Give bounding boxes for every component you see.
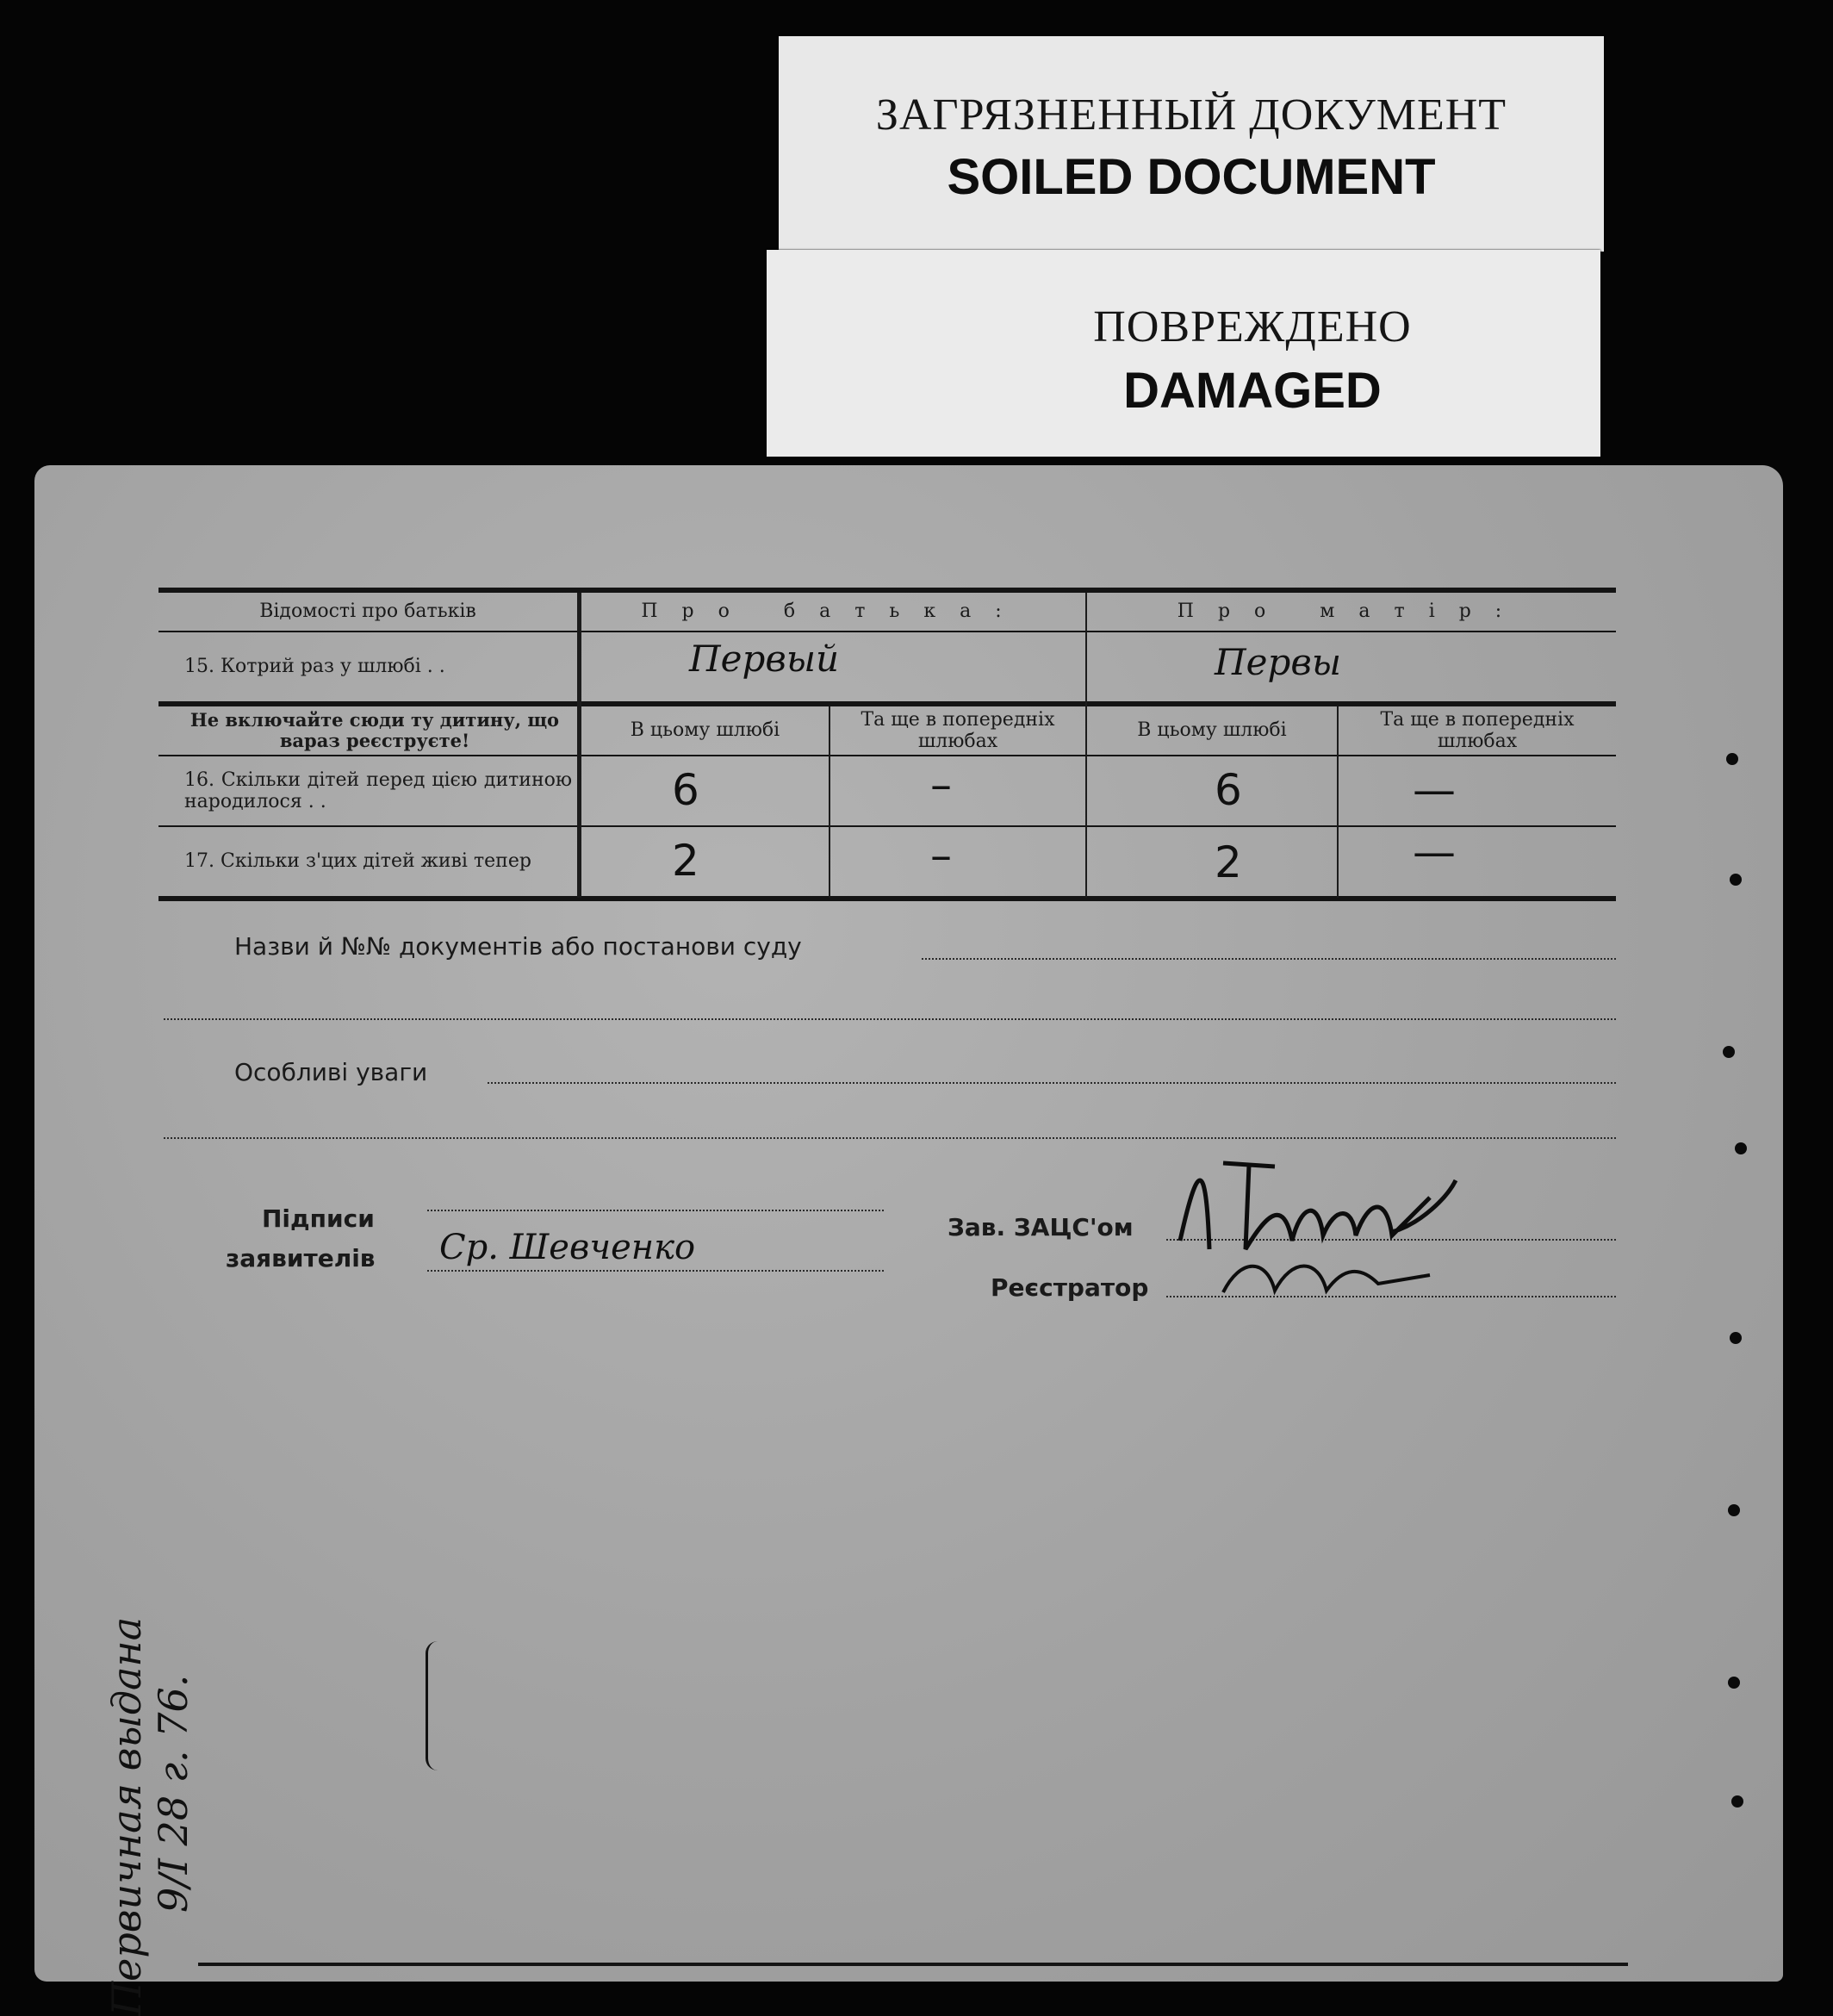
header-about-father: Про батька: — [641, 600, 1026, 623]
soiled-document-label — [779, 36, 1604, 252]
registrar-label: Реєстратор — [991, 1273, 1149, 1302]
soiled-label-ru: ЗАГРЯЗНЕННЫЙ ДОКУМЕНТ — [875, 90, 1507, 140]
remarks-line — [488, 1082, 1616, 1084]
signatures-label: Підписи — [262, 1204, 375, 1233]
punch-hole — [1735, 1142, 1747, 1154]
table-bottom-rule — [158, 896, 1616, 901]
damaged-document-label — [767, 250, 1600, 457]
applicant-signature-line — [427, 1210, 884, 1211]
row16-mother-prev: — — [1413, 765, 1456, 815]
punch-hole — [1726, 753, 1738, 765]
applicant-signature: Ср. Шевченко — [439, 1228, 696, 1267]
mother-previous-marriages-header: Та ще в попередніх шлюбах — [1380, 708, 1575, 752]
row15-mother-value: Первы — [1215, 641, 1342, 683]
father-previous-marriages-header: Та ще в попередніх шлюбах — [861, 708, 1055, 752]
documents-line — [922, 958, 1616, 960]
row16-father-this: 6 — [672, 765, 699, 815]
margin-note — [103, 1378, 207, 2016]
punch-hole — [1730, 1332, 1742, 1344]
row17-mother-prev: — — [1413, 827, 1456, 877]
damaged-label-ru: ПОВРЕЖДЕНО — [1093, 302, 1412, 352]
header-about-mother: Про матір: — [1177, 600, 1526, 623]
punch-hole — [1731, 1795, 1743, 1808]
row15-father-value: Первый — [689, 638, 840, 680]
documents-line-2 — [164, 1018, 1616, 1020]
row16-father-prev: – — [930, 760, 952, 810]
punch-hole — [1730, 874, 1742, 886]
signatures-brace — [426, 1641, 445, 1770]
header-parents-info: Відомості про батьків — [259, 600, 476, 623]
row17-mother-this: 2 — [1215, 837, 1242, 887]
remarks-label: Особливі уваги — [234, 1058, 428, 1086]
punch-hole — [1728, 1677, 1740, 1689]
soiled-label-en: SOILED DOCUMENT — [947, 149, 1436, 205]
row17-father-this: 2 — [672, 836, 699, 886]
applicants-label: заявителів — [226, 1244, 376, 1272]
remarks-line-2 — [164, 1137, 1616, 1139]
applicant-signature-line-2 — [427, 1270, 884, 1272]
row16-mother-this: 6 — [1215, 765, 1242, 815]
mother-this-marriage-header: В цьому шлюбі — [1137, 719, 1287, 742]
margin-note-line2: 9/I 28 г. 76. — [150, 1674, 196, 1913]
row15-label: 15. Котрий раз у шлюбі . . — [184, 656, 445, 678]
document-page — [34, 465, 1783, 2016]
punch-hole — [1728, 1504, 1740, 1516]
punch-hole — [1723, 1046, 1735, 1058]
head-signature-scribble — [1171, 1146, 1499, 1301]
damaged-label-en: DAMAGED — [1123, 363, 1382, 419]
father-this-marriage-header: В цьому шлюбі — [630, 719, 780, 742]
row17-label: 17. Скільки з'цих дітей живі тепер — [184, 850, 531, 873]
margin-note-line1: Первичная выдана — [103, 1616, 150, 2016]
bottom-rule — [198, 1963, 1628, 1966]
exclude-child-note: Не включайте сюди ту дитину, що вараз реєструєте! — [190, 708, 560, 751]
row17-father-prev: – — [930, 831, 952, 880]
row16-label: 16. Скільки дітей перед цією дитиною народилося . . — [184, 768, 572, 812]
head-of-registry-label: Зав. ЗАЦС'ом — [948, 1213, 1134, 1241]
documents-label: Назви й №№ документів або постанови суду — [234, 932, 802, 961]
